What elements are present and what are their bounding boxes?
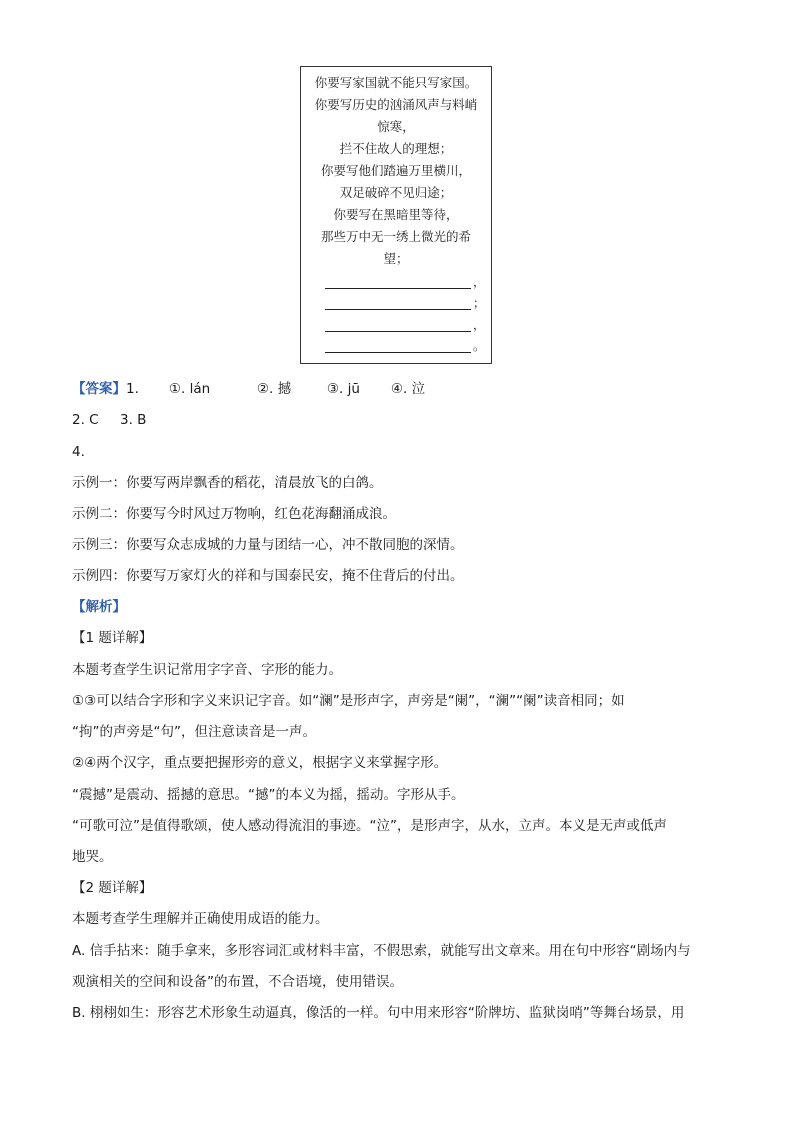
answer-example: 示例二：你要写今时风过万物响，红色花海翻涌成浪。 bbox=[72, 506, 396, 522]
analysis-text: “可歌可泣”是值得歌颂，使人感动得流泪的事迹。“泣”，是形声字，从水，立声。本义是无声或低声 bbox=[72, 818, 667, 834]
analysis-text: 地哭。 bbox=[72, 849, 113, 865]
answer-example: 示例四：你要写万家灯火的祥和与国泰民安，掩不住背后的付出。 bbox=[72, 568, 464, 584]
blank-punct: ， bbox=[473, 318, 486, 332]
q1-number: 1. bbox=[126, 381, 139, 397]
answer-label: 【答案】 bbox=[72, 381, 126, 397]
answer-example: 示例三：你要写众志成城的力量与团结一心，冲不散同胞的深情。 bbox=[72, 537, 464, 553]
blank-rule bbox=[325, 276, 471, 289]
answer-q4: 4. bbox=[72, 444, 85, 460]
answer-row bbox=[72, 380, 425, 398]
analysis-text: 本题考查学生理解并正确使用成语的能力。 bbox=[72, 911, 329, 927]
fill-blank-line bbox=[325, 275, 485, 289]
answer-item: ③. jū bbox=[326, 381, 360, 397]
answer-q2-q3 bbox=[72, 411, 146, 429]
poem-line: 双足破碎不见归途； bbox=[339, 185, 453, 200]
blank-rule bbox=[325, 340, 471, 353]
poem-line: 你要写历史的汹涌风声与料峭 bbox=[314, 97, 478, 112]
poem-line: 那些万中无一绣上微光的希 bbox=[320, 229, 471, 244]
analysis-text: A. 信手拈来：随手拿来，多形容词汇或材料丰富，不假思索，就能写出文章来。用在句中形容“剧场内与 bbox=[72, 943, 691, 959]
analysis-label: 【解析】 bbox=[72, 599, 126, 615]
analysis-text: “震撼”是震动、摇撼的意思。“撼”的本义为摇，摇动。字形从手。 bbox=[72, 787, 465, 803]
blank-punct: ； bbox=[473, 296, 486, 310]
q1-heading: 【1 题详解】 bbox=[72, 630, 153, 646]
answer-q3: 3. B bbox=[120, 412, 147, 428]
analysis-text: 本题考查学生识记常用字字音、字形的能力。 bbox=[72, 662, 342, 678]
answer-example: 示例一：你要写两岸飘香的稻花，清晨放飞的白鸽。 bbox=[72, 475, 383, 491]
poem-box bbox=[300, 66, 492, 364]
analysis-text: B. 栩栩如生：形容艺术形象生动逼真，像活的一样。句中用来形容“阶牌坊、监狱岗哨”等舞台场景，用 bbox=[72, 1005, 685, 1021]
fill-blank-line bbox=[325, 318, 485, 332]
poem-line: 拦不住故人的理想； bbox=[339, 141, 453, 156]
fill-blank-line bbox=[325, 339, 485, 353]
analysis-text: ①③可以结合字形和字义来识记字音。如“澜”是形声字，声旁是“阑”，“澜”“阑”读音相同；如 bbox=[72, 693, 625, 709]
blank-rule bbox=[325, 319, 471, 332]
analysis-text: “拘”的声旁是“句”，但注意读音是一声。 bbox=[72, 724, 316, 740]
fill-blank-line bbox=[325, 296, 485, 310]
answer-item: ①. lán bbox=[168, 381, 211, 397]
blank-rule bbox=[325, 297, 471, 310]
q2-heading: 【2 题详解】 bbox=[72, 880, 153, 896]
poem-line: 望； bbox=[383, 251, 409, 266]
answer-q2: 2. C bbox=[72, 412, 99, 428]
poem-line: 你要写在黑暗里等待， bbox=[333, 207, 459, 222]
poem-line: 你要写家国就不能只写家国。 bbox=[314, 75, 478, 90]
poem-line: 惊寒， bbox=[377, 119, 415, 134]
answer-item: ④. 泣 bbox=[390, 381, 426, 397]
blank-punct: 。 bbox=[473, 339, 486, 353]
blank-punct: ， bbox=[473, 275, 486, 289]
analysis-text: 观演相关的空间和设备”的布置，不合语境，使用错误。 bbox=[72, 974, 403, 990]
answer-item: ②. 撼 bbox=[256, 381, 292, 397]
poem-line: 你要写他们踏遍万里横川， bbox=[320, 163, 471, 178]
analysis-text: ②④两个汉字，重点要把握形旁的意义，根据字义来掌握字形。 bbox=[72, 755, 448, 771]
